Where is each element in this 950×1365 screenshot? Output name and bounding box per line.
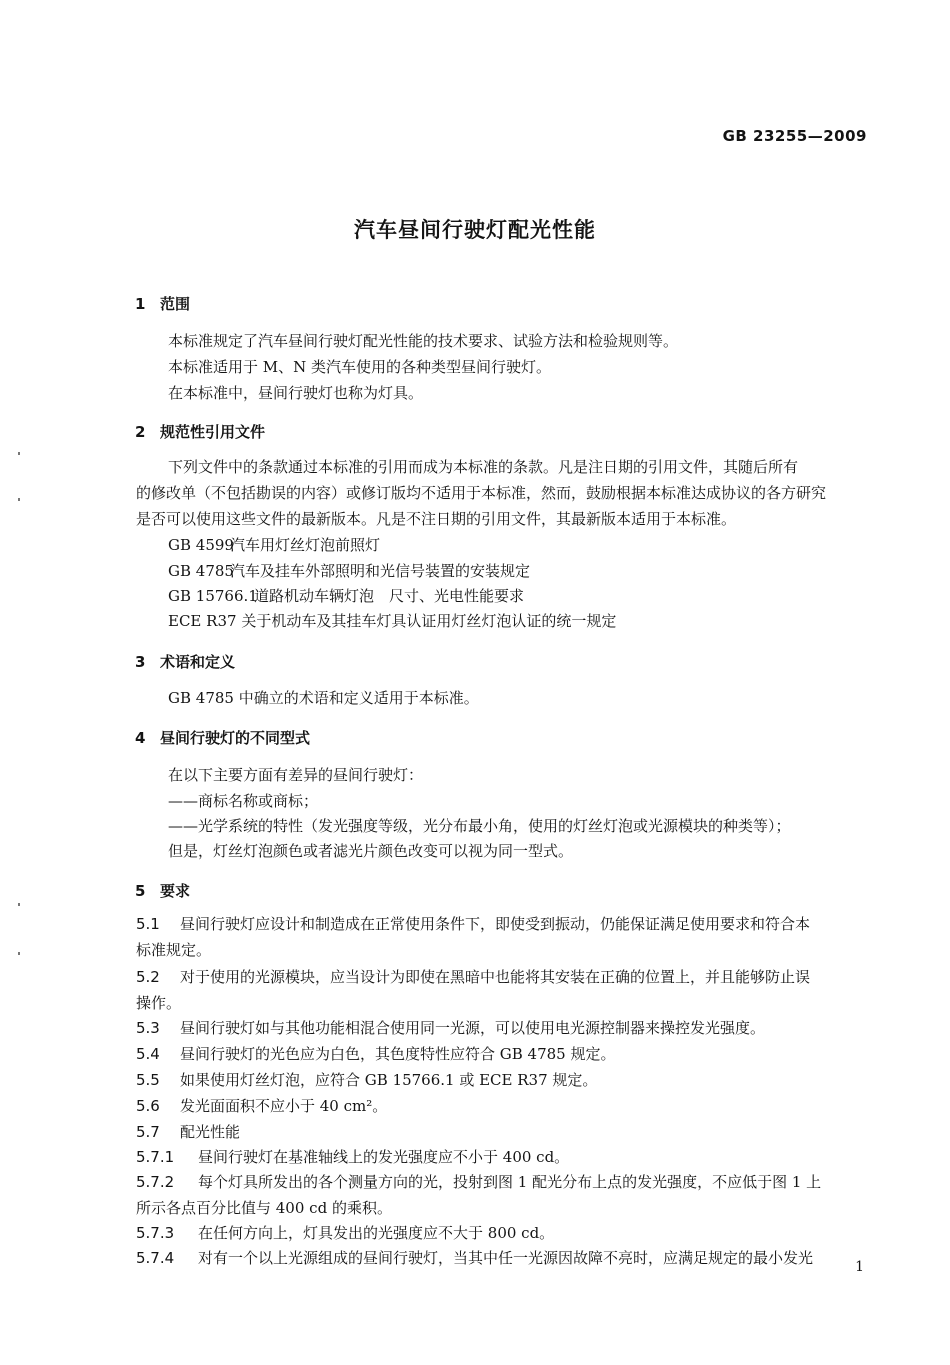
section-4-heading [135, 727, 310, 748]
scan-speck [18, 498, 20, 501]
clause-5-7-3 [136, 1222, 554, 1243]
clause-number: 5.1 [136, 915, 160, 933]
section-number: 4 [135, 729, 146, 747]
clause-text: 在任何方向上，灯具发出的光强度应不大于 800 cd。 [198, 1224, 555, 1242]
section-number: 1 [135, 295, 146, 313]
scan-speck [18, 452, 20, 455]
clause-text: 昼间行驶灯在基准轴线上的发光强度应不小于 400 cd。 [198, 1148, 570, 1166]
scan-speck [18, 952, 20, 955]
paragraph: 本标准适用于 M、N 类汽车使用的各种类型昼间行驶灯。 [168, 358, 552, 376]
clause-number: 5.3 [136, 1019, 160, 1037]
section-title: 范围 [160, 295, 191, 313]
reference-code: GB 4599 [168, 536, 234, 554]
paragraph-line: 是否可以使用这些文件的最新版本。凡是不注日期的引用文件，其最新版本适用于本标准。 [136, 510, 737, 528]
clause-5-5 [136, 1069, 597, 1090]
section-3-heading [135, 651, 235, 672]
reference-item [168, 534, 380, 555]
clause-number: 5.7 [136, 1123, 160, 1141]
reference-code: GB 4785 [168, 562, 234, 580]
clause-text: 对有一个以上光源组成的昼间行驶灯，当其中任一光源因故障不亮时，应满足规定的最小发光 [198, 1249, 814, 1267]
clause-text: 配光性能 [180, 1123, 241, 1141]
clause-text: 昼间行驶灯如与其他功能相混合使用同一光源，可以使用电光源控制器来操控发光强度。 [180, 1019, 766, 1037]
section-2-heading [135, 421, 265, 442]
section-title: 术语和定义 [160, 653, 236, 671]
clause-5-2 [136, 966, 810, 987]
reference-item [168, 610, 616, 631]
reference-title: 关于机动车及其挂车灯具认证用灯丝灯泡认证的统一规定 [241, 612, 617, 630]
clause-continuation: 所示各点百分比值与 400 cd 的乘积。 [136, 1199, 392, 1217]
reference-code: ECE R37 [168, 612, 237, 630]
paragraph: GB 4785 中确立的术语和定义适用于本标准。 [168, 689, 479, 707]
clause-continuation: 标准规定。 [136, 941, 212, 959]
clause-5-7-4 [136, 1247, 813, 1268]
section-number: 5 [135, 882, 146, 900]
clause-5-6 [136, 1095, 387, 1116]
clause-number: 5.5 [136, 1071, 160, 1089]
clause-number: 5.7.2 [136, 1173, 175, 1191]
section-title: 昼间行驶灯的不同型式 [160, 729, 311, 747]
paragraph-line: 的修改单（不包括勘误的内容）或修订版均不适用于本标准，然而，鼓励根据本标准达成协议的各方研究 [136, 484, 827, 502]
standard-code: GB 23255—2009 [722, 127, 867, 145]
paragraph: 但是，灯丝灯泡颜色或者滤光片颜色改变可以视为同一型式。 [168, 842, 574, 860]
document-title: 汽车昼间行驶灯配光性能 [354, 218, 596, 242]
paragraph-line: 下列文件中的条款通过本标准的引用而成为本标准的条款。凡是注日期的引用文件，其随后所有 [168, 458, 799, 476]
reference-title: 汽车及挂车外部照明和光信号装置的安装规定 [230, 562, 531, 580]
clause-number: 5.7.3 [136, 1224, 175, 1242]
clause-number: 5.7.1 [136, 1148, 175, 1166]
section-5-heading [135, 880, 190, 901]
page-number: 1 [855, 1259, 864, 1275]
section-title: 规范性引用文件 [160, 423, 266, 441]
clause-text: 如果使用灯丝灯泡，应符合 GB 15766.1 或 ECE R37 规定。 [180, 1071, 598, 1089]
clause-text: 对于使用的光源模块，应当设计为即使在黑暗中也能将其安装在正确的位置上，并且能够防止误 [180, 968, 811, 986]
clause-text: 昼间行驶灯应设计和制造成在正常使用条件下，即使受到振动，仍能保证满足使用要求和符合本 [180, 915, 811, 933]
section-number: 2 [135, 423, 146, 441]
section-1-heading [135, 293, 190, 314]
reference-title: 道路机动车辆灯泡 尺寸、光电性能要求 [254, 587, 525, 605]
clause-number: 5.7.4 [136, 1249, 175, 1267]
clause-5-7-2 [136, 1171, 821, 1192]
paragraph: 在以下主要方面有差异的昼间行驶灯： [168, 766, 424, 784]
list-item: ——光学系统的特性（发光强度等级，光分布最小角，使用的灯丝灯泡或光源模块的种类等）； [168, 817, 791, 835]
reference-item [168, 585, 524, 606]
clause-text: 发光面面积不应小于 40 cm²。 [180, 1097, 388, 1115]
clause-number: 5.2 [136, 968, 160, 986]
clause-text: 昼间行驶灯的光色应为白色，其色度特性应符合 GB 4785 规定。 [180, 1045, 616, 1063]
scan-speck [18, 903, 20, 906]
clause-5-4 [136, 1043, 616, 1064]
clause-number: 5.6 [136, 1097, 160, 1115]
clause-text: 每个灯具所发出的各个测量方向的光，投射到图 1 配光分布上点的发光强度，不应低于图 1 上 [198, 1173, 822, 1191]
reference-title: 汽车用灯丝灯泡前照灯 [230, 536, 381, 554]
paragraph: 在本标准中，昼间行驶灯也称为灯具。 [168, 384, 424, 402]
clause-5-7 [136, 1121, 240, 1142]
reference-item [168, 560, 530, 581]
reference-code: GB 15766.1 [168, 587, 258, 605]
clause-5-7-1 [136, 1146, 569, 1167]
section-title: 要求 [160, 882, 191, 900]
section-number: 3 [135, 653, 146, 671]
clause-number: 5.4 [136, 1045, 160, 1063]
paragraph: 本标准规定了汽车昼间行驶灯配光性能的技术要求、试验方法和检验规则等。 [168, 332, 679, 350]
clause-5-3 [136, 1017, 765, 1038]
clause-continuation: 操作。 [136, 994, 182, 1012]
list-item: ——商标名称或商标； [168, 792, 319, 810]
clause-5-1 [136, 913, 810, 934]
